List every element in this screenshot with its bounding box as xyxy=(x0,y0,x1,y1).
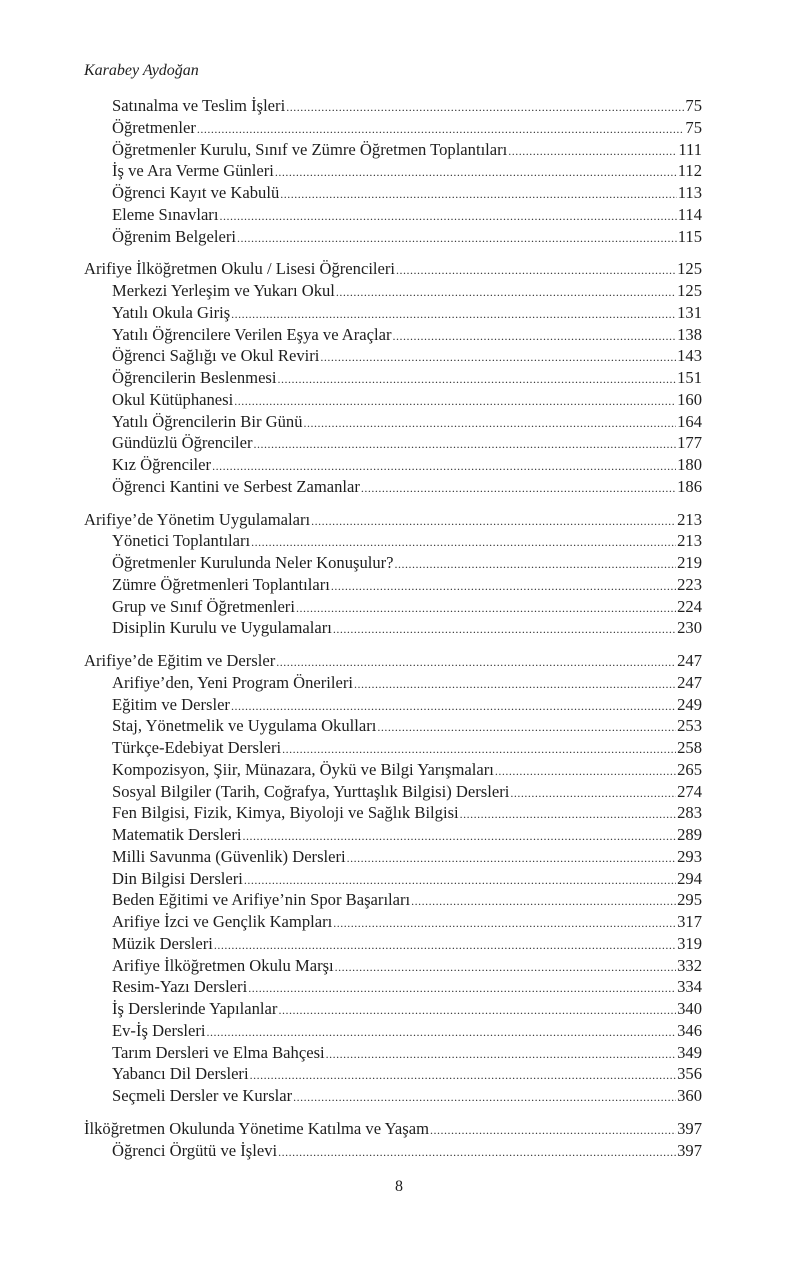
toc-entry xyxy=(84,802,702,824)
dot-leader xyxy=(207,1022,677,1044)
dot-leader xyxy=(214,935,676,957)
toc-entry-page: 247 xyxy=(677,672,702,692)
dot-leader xyxy=(212,456,676,478)
dot-leader xyxy=(219,206,676,228)
dot-leader xyxy=(347,848,676,870)
dot-leader xyxy=(311,511,676,533)
dot-leader xyxy=(411,891,676,913)
toc-entry-title: Yatılı Öğrencilerin Bir Günü xyxy=(112,411,303,431)
dot-leader xyxy=(430,1120,676,1142)
toc-entry xyxy=(84,955,702,977)
toc-entry-page: 295 xyxy=(677,890,702,910)
toc-entry xyxy=(84,1085,702,1107)
toc-entry-page: 319 xyxy=(677,933,702,953)
toc-entry-title: Kompozisyon, Şiir, Münazara, Öykü ve Bilgi Yarışmaları xyxy=(112,759,494,779)
toc-entry-title: Öğrenim Belgeleri xyxy=(112,226,236,246)
toc-section-heading xyxy=(84,650,702,672)
dot-leader xyxy=(293,1087,676,1109)
toc-entry-title: Satınalma ve Teslim İşleri xyxy=(112,96,286,115)
toc-entry-page: 289 xyxy=(677,825,702,844)
toc-entry-page: 356 xyxy=(677,1064,702,1084)
toc-entry xyxy=(84,411,702,433)
toc-entry xyxy=(84,476,702,498)
dot-leader xyxy=(396,260,676,282)
toc-entry-page: 274 xyxy=(677,781,702,801)
toc-section xyxy=(84,650,702,1107)
toc-entry xyxy=(84,280,702,302)
toc-entry-title: Müzik Dersleri xyxy=(112,933,213,953)
dot-leader xyxy=(510,783,676,805)
toc-entry-page: 294 xyxy=(677,868,702,888)
dot-leader xyxy=(393,326,677,348)
toc-entry xyxy=(84,139,702,161)
toc-entry xyxy=(84,95,702,117)
toc-entry xyxy=(84,324,702,346)
toc-entry-title: Arifiye İzci ve Gençlik Kampları xyxy=(112,912,333,931)
toc-entry-title: Öğrenci Örgütü ve İşlevi xyxy=(112,1140,278,1160)
dot-leader xyxy=(234,391,676,413)
dot-leader xyxy=(231,696,676,718)
toc-entry-title: Disiplin Kurulu ve Uygulamaları xyxy=(112,618,332,638)
toc-entry xyxy=(84,911,702,933)
toc-entry xyxy=(84,998,702,1020)
toc-entry xyxy=(84,617,702,639)
toc-entry-title: Öğrenci Kayıt ve Kabulü xyxy=(112,183,280,202)
toc-entry xyxy=(84,302,702,324)
toc-entry-title: Öğretmenler Kurulu, Sınıf ve Zümre Öğretmen Toplantıları xyxy=(112,139,508,159)
toc-entry xyxy=(84,596,702,618)
toc-entry xyxy=(84,868,702,890)
toc-entry-page: 138 xyxy=(677,324,702,344)
toc-entry-title: Sosyal Bilgiler (Tarih, Coğrafya, Yurttaşlık Bilgisi) Dersleri xyxy=(112,781,510,801)
toc-entry xyxy=(84,182,702,204)
toc-entry xyxy=(84,530,702,552)
toc-entry-title: Milli Savunma (Güvenlik) Dersleri xyxy=(112,846,346,866)
toc-entry xyxy=(84,694,702,716)
toc-entry-page: 397 xyxy=(677,1118,702,1138)
dot-leader xyxy=(231,304,676,326)
running-header-author: Karabey Aydoğan xyxy=(84,62,199,79)
toc-entry-title: Arifiye’den, Yeni Program Önerileri xyxy=(112,672,354,692)
dot-leader xyxy=(250,1065,677,1087)
toc-entry-page: 125 xyxy=(677,259,702,279)
dot-leader xyxy=(254,434,677,456)
toc-entry-page: 258 xyxy=(677,738,702,757)
toc-entry-title: Öğrenci Sağlığı ve Okul Reviri xyxy=(112,346,320,366)
dot-leader xyxy=(237,228,677,250)
toc-entry xyxy=(84,1020,702,1042)
dot-leader xyxy=(276,652,676,674)
toc-entry-page: 75 xyxy=(685,96,702,115)
toc-entry xyxy=(84,715,702,737)
toc-entry xyxy=(84,454,702,476)
toc-entry-title: Öğretmenler xyxy=(112,117,196,137)
toc-entry-title: Türkçe-Edebiyat Dersleri xyxy=(112,738,282,757)
toc-section-heading xyxy=(84,509,702,531)
toc-entry-title: Eğitim ve Dersler xyxy=(112,694,230,714)
toc-entry xyxy=(84,1140,702,1162)
toc-entry-page: 219 xyxy=(677,553,702,572)
toc-entry-title: Yönetici Toplantıları xyxy=(112,531,251,551)
dot-leader xyxy=(331,576,676,598)
dot-leader xyxy=(395,554,677,576)
dot-leader xyxy=(280,184,676,206)
toc-entry-page: 346 xyxy=(677,1020,702,1040)
dot-leader xyxy=(251,532,676,554)
toc-entry-title: İş ve Ara Verme Günleri xyxy=(112,161,274,181)
toc-entry-title: Fen Bilgisi, Fizik, Kimya, Biyoloji ve Sağlık Bilgisi xyxy=(112,803,459,823)
toc-entry-page: 125 xyxy=(677,281,702,300)
dot-leader xyxy=(282,739,676,761)
toc-entry-page: 334 xyxy=(677,977,702,997)
toc-entry xyxy=(84,846,702,868)
toc-entry-title: Ev-İş Dersleri xyxy=(112,1020,206,1040)
toc-entry-page: 293 xyxy=(677,846,702,866)
toc-entry xyxy=(84,781,702,803)
toc-entry-page: 360 xyxy=(677,1086,702,1105)
toc-section xyxy=(84,1118,702,1162)
toc-entry-title: Zümre Öğretmenleri Toplantıları xyxy=(112,574,330,594)
toc-entry-page: 283 xyxy=(677,803,702,823)
dot-leader xyxy=(333,913,676,935)
toc-entry-title: Eleme Sınavları xyxy=(112,204,219,224)
toc-entry-title: Okul Kütüphanesi xyxy=(112,389,234,409)
toc-entry-page: 131 xyxy=(677,302,702,322)
toc-entry-title: Yabancı Dil Dersleri xyxy=(112,1064,249,1084)
dot-leader xyxy=(286,97,684,119)
toc-entry-page: 249 xyxy=(677,694,702,714)
toc-section xyxy=(84,258,702,497)
toc-entry-title: Yatılı Okula Giriş xyxy=(112,302,231,322)
toc-entry xyxy=(84,759,702,781)
toc-entry-page: 112 xyxy=(677,161,702,181)
dot-leader xyxy=(242,826,676,848)
toc-entry-title: İlköğretmen Okulunda Yönetime Katılma ve Yaşam xyxy=(84,1118,430,1138)
dot-leader xyxy=(296,598,676,620)
dot-leader xyxy=(361,478,676,500)
toc-entry-title: Tarım Dersleri ve Elma Bahçesi xyxy=(112,1042,325,1062)
toc-entry-title: Kız Öğrenciler xyxy=(112,455,212,474)
page-number: 8 xyxy=(395,1178,403,1195)
toc-entry-title: İş Derslerinde Yapılanlar xyxy=(112,999,278,1018)
toc-entry-page: 180 xyxy=(677,455,702,474)
dot-leader xyxy=(335,957,676,979)
toc-entry-page: 115 xyxy=(677,226,702,246)
dot-leader xyxy=(278,369,677,391)
toc-entry xyxy=(84,976,702,998)
toc-entry-title: Matematik Dersleri xyxy=(112,825,242,844)
toc-entry-page: 143 xyxy=(677,346,702,366)
toc-entry xyxy=(84,1063,702,1085)
toc-entry-page: 114 xyxy=(677,204,702,224)
toc-entry xyxy=(84,117,702,139)
toc-entry-title: Öğrenci Kantini ve Serbest Zamanlar xyxy=(112,476,360,496)
dot-leader xyxy=(333,619,676,641)
toc-entry-page: 111 xyxy=(678,139,702,159)
toc-entry-page: 164 xyxy=(677,411,702,431)
toc-entry-title: Seçmeli Dersler ve Kurslar xyxy=(112,1086,293,1105)
toc-entry-title: Beden Eğitimi ve Arifiye’nin Spor Başarıları xyxy=(112,890,411,910)
toc-entry-page: 397 xyxy=(677,1140,702,1160)
toc-entry-page: 332 xyxy=(677,955,702,975)
toc-entry-page: 317 xyxy=(677,912,702,931)
dot-leader xyxy=(197,119,685,141)
toc-entry-title: Arifiye İlköğretmen Okulu Marşı xyxy=(112,955,334,975)
toc-entry-title: Arifiye’de Eğitim ve Dersler xyxy=(84,651,276,670)
dot-leader xyxy=(244,870,676,892)
toc-entry xyxy=(84,1042,702,1064)
toc-entry-title: Öğrencilerin Beslenmesi xyxy=(112,368,277,387)
dot-leader xyxy=(336,282,676,304)
dot-leader xyxy=(326,1044,676,1066)
toc-entry xyxy=(84,672,702,694)
dot-leader xyxy=(460,804,676,826)
toc-entry-page: 213 xyxy=(677,509,702,529)
dot-leader xyxy=(495,761,676,783)
toc-entry-page: 230 xyxy=(677,618,702,638)
toc-entry-page: 75 xyxy=(685,117,702,137)
dot-leader xyxy=(304,413,677,435)
toc-entry-page: 349 xyxy=(677,1042,702,1062)
toc-section-heading xyxy=(84,1118,702,1140)
toc-entry xyxy=(84,889,702,911)
toc-entry-page: 340 xyxy=(677,999,702,1018)
toc-entry xyxy=(84,389,702,411)
toc-entry xyxy=(84,824,702,846)
toc-entry xyxy=(84,160,702,182)
toc-entry-page: 151 xyxy=(677,368,702,387)
toc-section xyxy=(84,509,702,640)
toc-section-heading xyxy=(84,258,702,280)
toc-entry xyxy=(84,367,702,389)
table-of-contents xyxy=(84,95,702,1172)
toc-entry-page: 186 xyxy=(677,476,702,496)
toc-entry-page: 265 xyxy=(677,759,702,779)
toc-section xyxy=(84,95,702,247)
toc-entry-title: Gündüzlü Öğrenciler xyxy=(112,433,253,453)
toc-entry-page: 213 xyxy=(677,531,702,551)
toc-entry xyxy=(84,432,702,454)
toc-entry-page: 247 xyxy=(677,651,702,670)
dot-leader xyxy=(320,347,676,369)
dot-leader xyxy=(354,674,676,696)
dot-leader xyxy=(248,978,676,1000)
toc-entry-page: 113 xyxy=(677,183,702,202)
dot-leader xyxy=(275,162,677,184)
toc-entry xyxy=(84,933,702,955)
toc-entry-page: 160 xyxy=(677,389,702,409)
toc-entry-title: Staj, Yönetmelik ve Uygulama Okulları xyxy=(112,716,377,736)
toc-entry xyxy=(84,552,702,574)
toc-entry xyxy=(84,226,702,248)
toc-entry-title: Merkezi Yerleşim ve Yukarı Okul xyxy=(112,281,335,300)
toc-entry xyxy=(84,204,702,226)
toc-entry-page: 253 xyxy=(677,716,702,736)
dot-leader xyxy=(278,1142,676,1164)
toc-entry-page: 223 xyxy=(677,574,702,594)
toc-entry-title: Grup ve Sınıf Öğretmenleri xyxy=(112,596,295,616)
toc-entry-title: Arifiye İlköğretmen Okulu / Lisesi Öğrencileri xyxy=(84,259,396,279)
dot-leader xyxy=(278,1000,676,1022)
toc-entry xyxy=(84,574,702,596)
toc-entry-title: Yatılı Öğrencilere Verilen Eşya ve Araçlar xyxy=(112,324,392,344)
dot-leader xyxy=(377,717,676,739)
toc-entry-title: Öğretmenler Kurulunda Neler Konuşulur? xyxy=(112,553,394,572)
toc-entry-page: 224 xyxy=(677,596,702,616)
toc-entry-page: 177 xyxy=(677,433,702,453)
toc-entry-title: Arifiye’de Yönetim Uygulamaları xyxy=(84,509,311,529)
toc-entry-title: Din Bilgisi Dersleri xyxy=(112,868,243,888)
toc-entry xyxy=(84,345,702,367)
toc-entry xyxy=(84,737,702,759)
toc-entry-title: Resim-Yazı Dersleri xyxy=(112,977,248,997)
dot-leader xyxy=(508,141,677,163)
